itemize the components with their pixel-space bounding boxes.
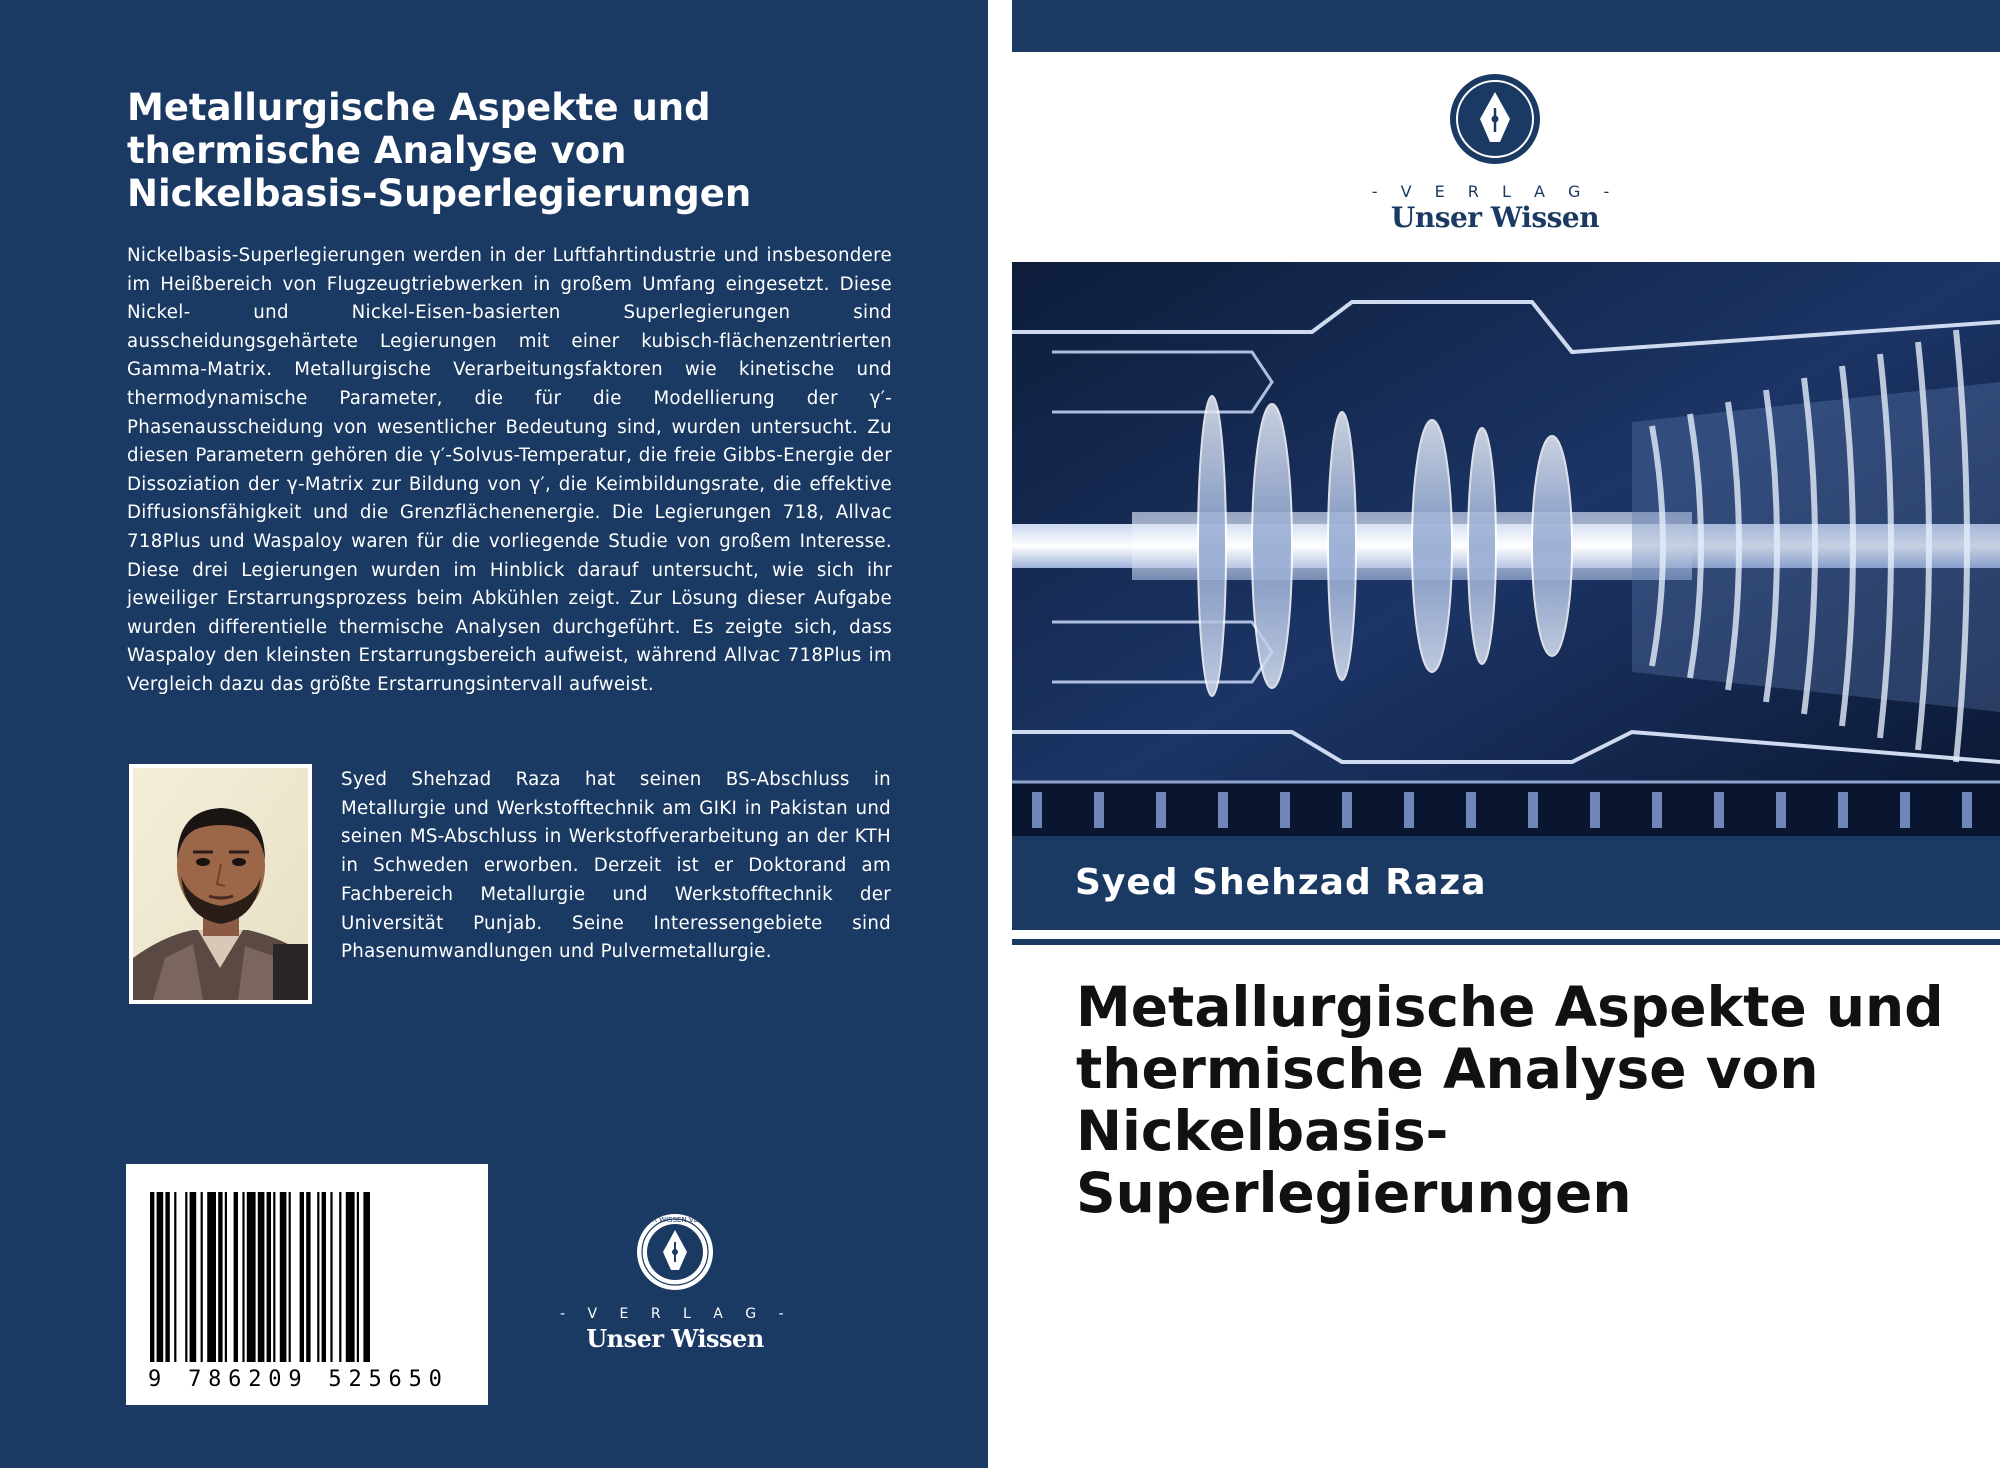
casing-rib [1962, 792, 1972, 828]
turbine-disc [1198, 396, 1226, 696]
barcode-bar [242, 1192, 244, 1362]
jet-engine-cutaway-image [1012, 262, 2000, 836]
casing-rib [1094, 792, 1104, 828]
spine [988, 0, 1012, 1468]
barcode [146, 1192, 468, 1368]
casing-rib [1218, 792, 1228, 828]
verlag-label: - V E R L A G - [1371, 182, 1619, 201]
turbine-disc [1328, 412, 1356, 680]
barcode-bar [190, 1192, 197, 1362]
barcode-bar [300, 1192, 304, 1362]
casing-rib [1590, 792, 1600, 828]
casing-rib [1714, 792, 1724, 828]
isbn-barcode [126, 1164, 488, 1405]
casing-rib [1156, 792, 1166, 828]
front-author-name: Syed Shehzad Raza [1075, 862, 1487, 903]
back-cover-title: Metallurgische Aspekte und thermische Analyse von Nickelbasis-Superlegierungen [127, 86, 752, 215]
turbine-disc [1252, 404, 1292, 688]
divider-line [1012, 939, 2000, 945]
publisher-name: Unser Wissen [586, 1324, 764, 1353]
front-top-bar [1012, 0, 2000, 52]
barcode-bar [322, 1192, 326, 1362]
publisher-name: Unser Wissen [1390, 201, 1600, 234]
turbine-disc [1468, 428, 1496, 664]
barcode-bar [306, 1192, 310, 1362]
barcode-bar [273, 1192, 275, 1362]
barcode-bar [185, 1192, 187, 1362]
barcode-bar [174, 1192, 176, 1362]
barcode-bar [234, 1192, 238, 1362]
fountain-pen-nib-icon [1448, 72, 1542, 166]
casing-rib [1776, 792, 1786, 828]
barcode-bar [357, 1192, 359, 1362]
casing-rib [1280, 792, 1290, 828]
barcode-bar [330, 1192, 332, 1362]
casing-rib [1652, 792, 1662, 828]
barcode-bar [225, 1192, 227, 1362]
verlag-label: - V E R L A G - [560, 1306, 793, 1322]
barcode-bar [289, 1192, 291, 1362]
seal-text: UNSER WISSEN VERLAG [635, 1216, 715, 1224]
author-photo [129, 764, 312, 1004]
barcode-bar [165, 1192, 169, 1362]
barcode-bar [201, 1192, 203, 1362]
turbine-disc [1412, 420, 1452, 672]
isbn-number: 9 786209 525650 [148, 1367, 449, 1392]
barcode-bar [150, 1192, 154, 1362]
casing-rib [1528, 792, 1538, 828]
fountain-pen-nib-icon [635, 1212, 715, 1292]
front-cover-title: Metallurgische Aspekte und thermische Analyse von Nickelbasis-Superlegierungen [1076, 975, 1944, 1225]
barcode-bar [363, 1192, 370, 1362]
front-publisher-logo [1370, 72, 1620, 234]
barcode-bar [317, 1192, 319, 1362]
barcode-bar [258, 1192, 265, 1362]
turbine-disc [1532, 436, 1572, 656]
author-band [1012, 836, 2000, 930]
barcode-bar [247, 1192, 256, 1362]
casing-rib [1900, 792, 1910, 828]
back-cover-blurb: Nickelbasis-Superlegierungen werden in der Luftfahrtindustrie und insbesondere im Heißbereich von Flugzeugtriebwerken in großem Umfang eingesetzt. Diese Nickel- und Nickel-Eisen-basierten Superlegierungen sind ausscheidungsgehärtete Legierungen mit einer kubisch-flächenzentrierten Gamma-Matrix. Metallurgische Verarbeitungsfaktoren wie kinetische und thermodynamische Parameter, die für die Modellierung der γ′-Phasenausscheidung von wesentlicher Bedeutung sind, wurden untersucht. Zu diesen Parametern gehören die γ′-Solvus-Temperatur, die freie Gibbs-Energie der Dissoziation der γ-Matrix zur Bildung von γ′, die Keimbildungsrate, die effektive Diffusionsfähigkeit und die Grenzflächenenergie. Die Legierungen 718, Allvac 718Plus und Waspaloy waren für die vorliegende Studie von großem Interesse. Diese drei Legierungen wurden im Hinblick darauf untersucht, wie sich ihr jeweiliger Erstarrungsprozess beim Abkühlen zeigt. Zur Lösung dieser Aufgabe wurden differentielle thermische Analysen durchgeführt. Es zeigte sich, dass Waspaloy den kleinsten Erstarrungsbereich aufweist, während Allvac 718Plus im Vergleich dazu das größte Erstarrungsintervall aufweist. [127, 245, 892, 695]
casing-rib [1032, 792, 1042, 828]
barcode-bar [346, 1192, 355, 1362]
casing-rib [1466, 792, 1476, 828]
barcode-bar [218, 1192, 222, 1362]
barcode-bar [207, 1192, 216, 1362]
back-publisher-logo [560, 1212, 793, 1353]
barcode-bar [157, 1192, 164, 1362]
barcode-bar [339, 1192, 341, 1362]
author-biography: Syed Shehzad Raza hat seinen BS-Abschluss in Metallurgie und Werkstofftechnik am GIKI in Pakistan und seinen MS-Abschluss in Werkstoffverarbeitung an der KTH in Schweden erworben. Derzeit ist er Doktorand am Fachbereich Metallurgie und Werkstofftechnik der Universität Punjab. Seine Interessengebiete sind Phasenumwandlungen und Pulvermetallurgie. [341, 769, 891, 963]
casing-rib [1404, 792, 1414, 828]
casing-rib [1838, 792, 1848, 828]
barcode-bar [280, 1192, 287, 1362]
barcode-bar [267, 1192, 271, 1362]
casing-rib [1342, 792, 1352, 828]
